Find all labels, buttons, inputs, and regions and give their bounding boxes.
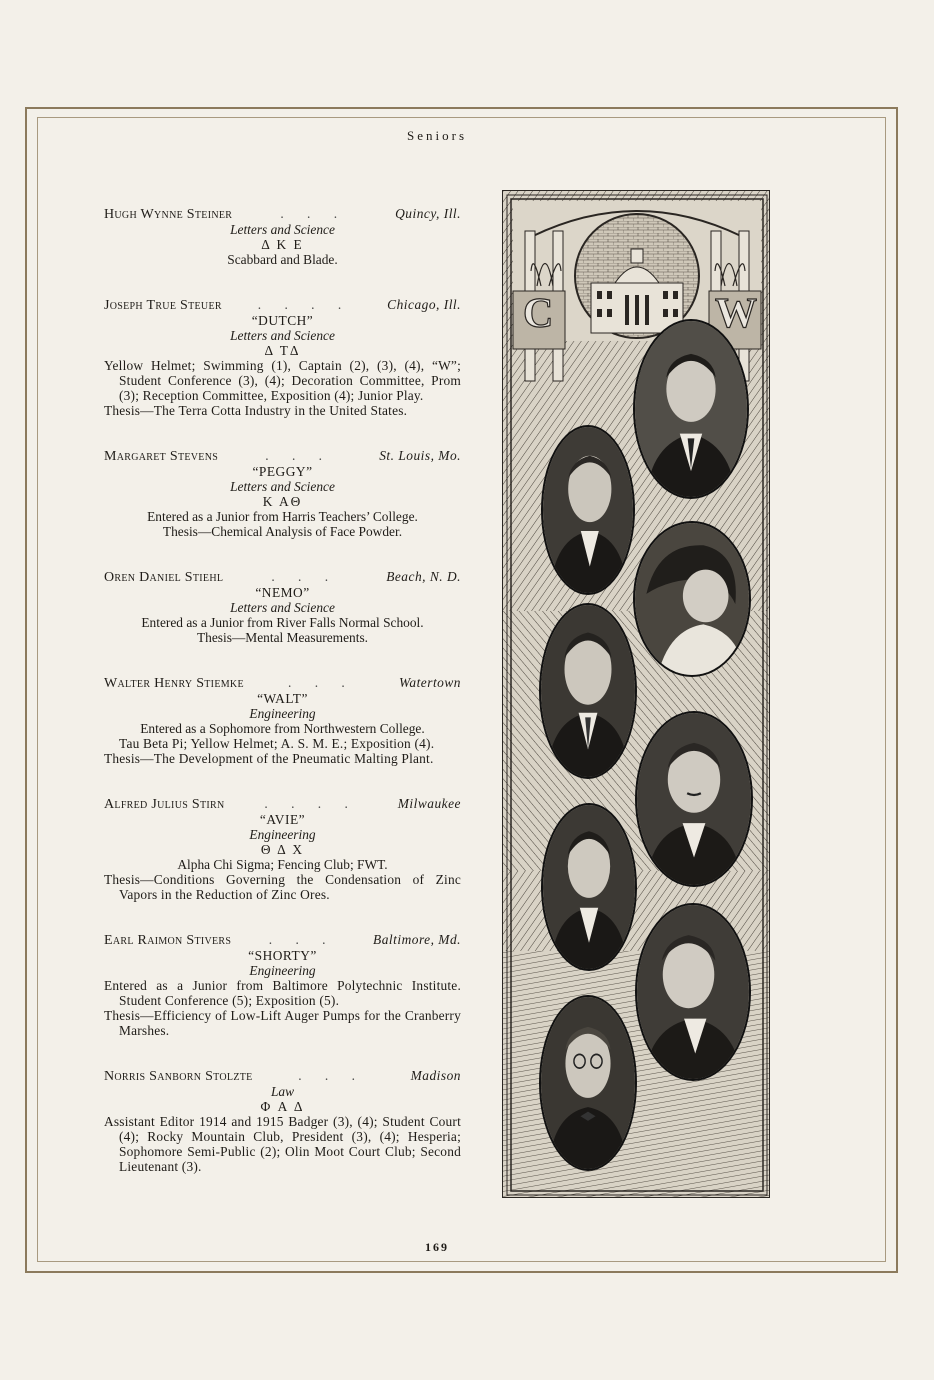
name-line [104,297,461,313]
nickname: “DUTCH” [251,313,314,328]
course: Engineering [249,706,316,721]
entry-note: Entered as a Junior from River Falls Normal School. [141,615,424,630]
fraternity: Θ Δ X [260,842,305,857]
name-line [104,569,461,585]
nickname: “NEMO” [255,585,310,600]
portrait-photo [541,425,635,595]
name-line [104,932,461,948]
hometown: Madison [410,1068,461,1083]
activities: Alpha Chi Sigma; Fencing Club; FWT. [177,857,388,872]
portrait-photo [539,995,637,1171]
senior-entry [104,569,461,645]
nickname: “SHORTY” [248,948,317,963]
panel-letter-right: W [715,291,757,337]
fraternity: Φ A Δ [260,1099,305,1114]
senior-entry [104,932,461,1038]
portrait-photo [635,903,751,1081]
hometown: Quincy, Ill. [395,206,461,221]
portrait-photo [541,803,637,971]
senior-entry [104,206,461,267]
activities: Assistant Editor 1914 and 1915 Badger (3), (4); Student Court (4); Rocky Mountain Club, President (3), (4); Hesperia; Sophomore Semi-Public (2); Olin Moot Court Club; Second Lieutenant (3). [104,1114,461,1174]
course: Letters and Science [230,328,335,343]
thesis: Thesis—Chemical Analysis of Face Powder. [162,524,403,539]
activities: Yellow Helmet; Swimming (1), Captain (2), (3), (4), “W”; Student Conference (3), (4); Decoration Committee, Prom (3); Reception Committee, Exposition (4); Junior Play. [104,358,461,403]
leader-dots: . . . [271,569,339,584]
senior-name: Alfred Julius Stirn [104,797,225,812]
senior-entry [104,1068,461,1174]
hometown: Chicago, Ill. [387,297,461,312]
hometown: Beach, N. D. [386,569,461,584]
course: Letters and Science [230,222,335,237]
leader-dots: . . . [268,932,336,947]
leader-dots: . . . . [257,297,352,312]
senior-name: Oren Daniel Stiehl [104,570,224,585]
portrait-photo [633,319,749,499]
senior-entries [104,206,461,1174]
leader-dots: . . . [298,1068,365,1083]
leader-dots: . . . [265,448,333,463]
thesis: Thesis—The Development of the Pneumatic Malting Plant. [104,751,434,766]
nickname: “AVIE” [259,812,306,827]
course: Letters and Science [230,600,335,615]
course: Letters and Science [230,479,335,494]
activities: Scabbard and Blade. [227,252,338,267]
entry-note: Entered as a Junior from Harris Teachers’ College. [147,509,418,524]
senior-name: Earl Raimon Stivers [104,933,232,948]
fraternity: Δ TΔ [264,343,301,358]
nickname: “PEGGY” [252,464,313,479]
panel-letter-left: C [523,291,554,337]
nickname: “WALT” [257,691,308,706]
course: Engineering [249,963,316,978]
leader-dots: . . . . [264,796,358,811]
running-head: Seniors [407,128,467,143]
hometown: Milwaukee [397,796,461,811]
activities: Tau Beta Pi; Yellow Helmet; A. S. M. E.; Exposition (4). [119,736,435,751]
senior-name: Walter Henry Stiemke [104,676,244,691]
course: Engineering [249,827,316,842]
leader-dots: . . . [288,675,355,690]
fraternity: Δ K E [261,237,304,252]
senior-entry [104,796,461,902]
portrait-photo [635,711,753,887]
hometown: St. Louis, Mo. [379,448,461,463]
name-line [104,675,461,691]
senior-entry [104,448,461,539]
thesis: Thesis—Mental Measurements. [196,630,369,645]
thesis: Thesis—Conditions Governing the Condensation of Zinc Vapors in the Reduction of Zinc Ores. [104,872,461,902]
senior-entry [104,297,461,418]
portrait-photo [539,603,637,779]
hometown: Baltimore, Md. [373,932,461,947]
course: Law [270,1084,295,1099]
leader-dots: . . . [280,206,348,221]
thesis: Thesis—Efficiency of Low-Lift Auger Pumps for the Cranberry Marshes. [104,1008,461,1038]
page-number: 169 [425,1240,449,1254]
fraternity: K AΘ [262,494,303,509]
senior-name: Norris Sanborn Stolzte [104,1069,253,1084]
portrait-panel [502,190,770,1198]
senior-name: Hugh Wynne Steiner [104,207,233,222]
name-line [104,448,461,464]
portrait-photo [633,521,751,677]
name-line [104,206,461,222]
name-line [104,796,461,812]
senior-name: Joseph True Steuer [104,298,222,313]
hometown: Watertown [398,675,461,690]
senior-entry [104,675,461,766]
senior-name: Margaret Stevens [104,449,219,464]
name-line [104,1068,461,1084]
activities: Entered as a Junior from Baltimore Polytechnic Institute. Student Conference (5); Exposition (5). [104,978,461,1008]
thesis: Thesis—The Terra Cotta Industry in the United States. [104,403,408,418]
entry-note: Entered as a Sophomore from Northwestern College. [140,721,425,736]
